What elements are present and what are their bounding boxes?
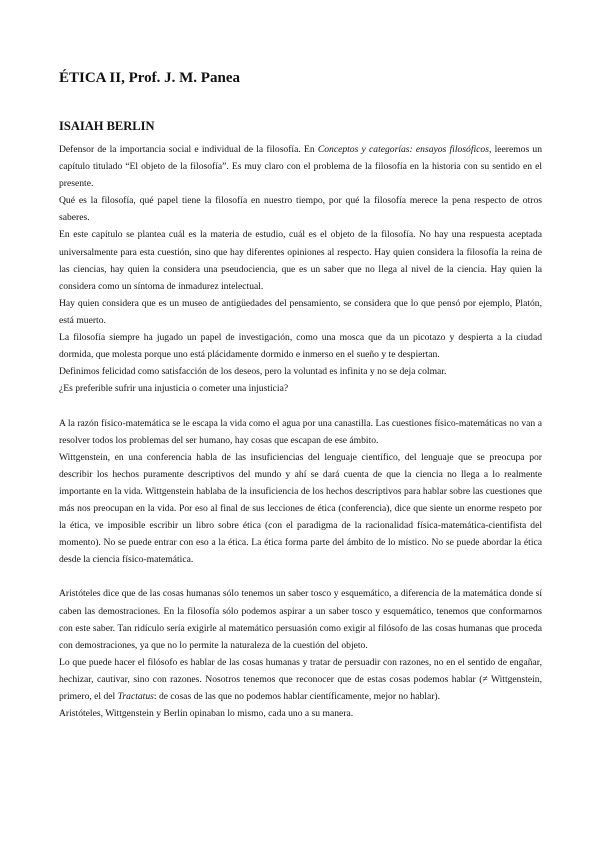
- paragraph: La filosofía siempre ha jugado un papel de investigación, como una mosca que da un picotazo y despierta a la ciudad dormida, que molesta porque uno está plácidamente dormido e inmerso en el sueño y te despiertan.: [59, 332, 542, 361]
- text-run: Defensor de la importancia social e individual de la filosofía. En: [59, 144, 318, 155]
- paragraph: Aristóteles, Wittgenstein y Berlin opinaban lo mismo, cada uno a su manera.: [59, 708, 354, 720]
- paragraph: En este capítulo se plantea cuál es la materia de estudio, cuál es el objeto de la filosofía. No hay una respuesta aceptada universalmente para esta cuestión, sino que hay diferentes opiniones al respecto. Hay quien considera la filosofía la reina de las ciencias, hay quien la considera una pseudociencia, que es un saber que no llega al nivel de la ciencia. Hay quien la considera como un síntoma de inmadurez intelectual.: [59, 229, 542, 292]
- paragraph: [59, 654, 542, 705]
- text-run: , leeremos un capítulo titulado “El objeto de la filosofía”. Es muy claro con el problema de la filosofía en la historia con su sentido en el presente.: [59, 144, 542, 190]
- paragraph: Qué es la filosofía, qué papel tiene la filosofía en nuestro tiempo, por qué la filosofía merece la pena respecto de otros saberes.: [59, 195, 542, 224]
- paragraph: Definimos felicidad como satisfacción de los deseos, pero la voluntad es infinita y no se deja colmar.: [59, 366, 447, 378]
- text-run: Lo que puede hacer el filósofo es hablar de las cosas humanas y tratar de persuadir con razones, no en el sentido de engañar, hechizar, cautivar, sino con razones. Nosotros tenemos que reconocer que de estas cosas podemos hablar (≠ Wittgenstein, primero, el del: [59, 656, 542, 702]
- paragraph: Hay quien considera que es un museo de antigüedades del pensamiento, se considera que lo que pensó por ejemplo, Platón, está muerto.: [59, 297, 542, 326]
- paragraph: [59, 141, 542, 192]
- paragraph: ¿Es preferible sufrir una injusticia o cometer una injusticia?: [59, 383, 289, 395]
- paragraph: Aristóteles dice que de las cosas humanas sólo tenemos un saber tosco y esquemático, a diferencia de la matemática donde sí caben las demostraciones. En la filosofía sólo podemos aspirar a un saber tosco y esquemático, tenemos que conformarnos con este saber. Tan ridículo sería exigirle al matemático persuasión como exigir al filósofo de las cosas humanas que proceda con demostraciones, ya que no lo permite la naturaleza de la cuestión del objeto.: [59, 588, 542, 651]
- paragraph: Wittgenstein, en una conferencia habla de las insuficiencias del lenguaje científico, del lenguaje que se preocupa por describir los hechos puramente descriptivos del mundo y ahí se dará cuenta de que la ciencia no llega a lo realmente importante en la vida. Wittgenstein hablaba de la insuficiencia de los hechos descriptivos para hablar sobre las cuestiones que más nos preocupan en la vida. Por eso al final de sus lecciones de ética (conferencia), dice que siente un enorme respeto por la ética, ve imposible escribir un libro sobre ética (con el paradigma de la racionalidad física-matemática-cientifista del momento). No se puede entrar con eso a la ética. La ética forma parte del ámbito de lo místico. No se puede abordar la ética desde la ciencia físico-matemática.: [59, 451, 542, 566]
- document-title: ÉTICA II, Prof. J. M. Panea: [59, 70, 240, 86]
- paragraph: A la razón físico-matemática se le escapa la vida como el agua por una canastilla. Las cuestiones físico-matemáticas no van a resolver todos los problemas del ser humano, hay cosas que escapan de ese ámbito.: [59, 417, 542, 446]
- text-run: : de cosas de las que no podemos hablar científicamente, mejor no hablar).: [153, 691, 440, 702]
- author-heading: ISAIAH BERLIN: [59, 119, 155, 133]
- book-title: Conceptos y categorías: ensayos filosóficos: [317, 144, 489, 155]
- document-body: [59, 141, 542, 722]
- book-title: Tractatus: [117, 691, 154, 702]
